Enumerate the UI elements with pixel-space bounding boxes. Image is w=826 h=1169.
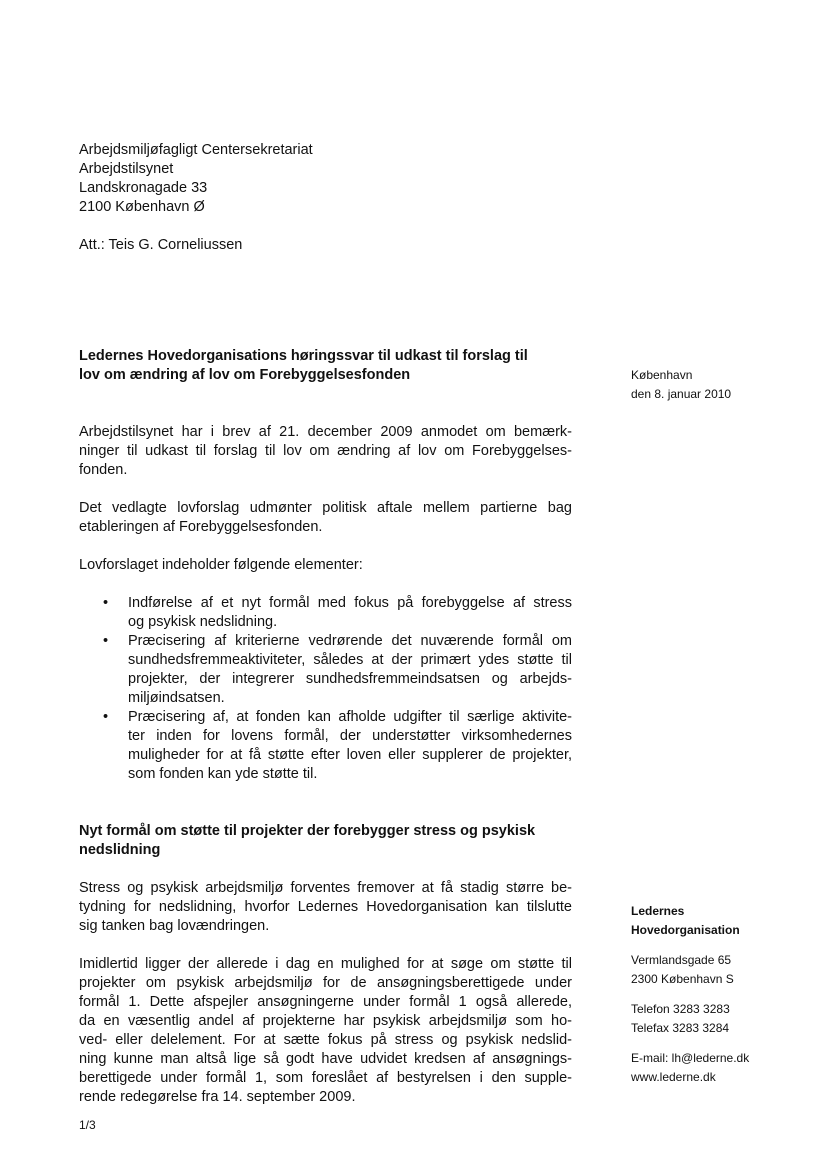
text-line: som fonden kan yde støtte til.: [128, 766, 318, 782]
text-line: ninger til udkast til forslag til lov om ændring af lov om Forebyggelses-: [79, 443, 572, 459]
recipient-line: Arbejdstilsynet: [79, 161, 174, 177]
bullet-list: [79, 594, 572, 784]
heading-line: nedslidning: [79, 842, 161, 858]
text-line: Imidlertid ligger der allerede i dag en mulighed for at søge om støtte til: [79, 956, 572, 972]
list-item: [79, 632, 572, 708]
text-line: sundhedsfremmeaktiviteter, således at der primært ydes støtte til: [128, 652, 572, 668]
text-line: rende redegørelse fra 14. september 2009.: [79, 1089, 356, 1105]
list-item: [79, 594, 572, 632]
text-line: Arbejdstilsynet har i brev af 21. december 2009 anmodet om bemærk-: [79, 424, 572, 440]
text-line: berettigede under formål 1, som foreslået af bestyrelsen i den supple-: [79, 1070, 572, 1086]
date: den 8. januar 2010: [631, 387, 732, 401]
bullet-point: •: [103, 633, 109, 649]
text-line: projekter om psykisk arbejdsmiljø for de ansøgningsberettigede under: [79, 975, 572, 991]
section-heading: [79, 347, 572, 385]
list-item: [79, 708, 572, 784]
text-line: ning kunne man altså lige så godt have udvidet kredsen af ansøgnings-: [79, 1051, 572, 1067]
paragraph: [79, 423, 572, 480]
heading-line: lov om ændring af lov om Forebyggelsesfonden: [79, 367, 411, 383]
paragraph: [79, 955, 572, 1107]
section-heading: [79, 822, 572, 860]
place: København: [631, 368, 693, 382]
heading-line: Nyt formål om støtte til projekter der forebygger stress og psykisk: [79, 823, 536, 839]
bullet-point: •: [103, 595, 109, 611]
email-address: E-mail: lh@lederne.dk: [631, 1051, 750, 1065]
text-line: da en væsentlig andel af projekterne har psykisk arbejdsmiljø som ho-: [79, 1013, 572, 1029]
recipient-line: Arbejdsmiljøfagligt Centersekretariat: [79, 142, 313, 158]
text-line: fonden.: [79, 462, 128, 478]
page-number: 1/3: [79, 1118, 96, 1132]
organisation-name-line: Hovedorganisation: [631, 923, 740, 937]
text-line: miljøindsatsen.: [128, 690, 225, 706]
text-line: muligheder for at få støtte efter loven eller supplerer de projekter,: [128, 747, 572, 763]
text-line: Det vedlagte lovforslag udmønter politisk aftale mellem partierne bag: [79, 500, 572, 516]
recipient-address: [79, 141, 499, 255]
text-line: Præcisering af kriterierne vedrørende det nuværende formål om: [128, 633, 572, 649]
text-line: Præcisering af, at fonden kan afholde udgifter til særlige aktivite-: [128, 709, 572, 725]
address-line: Vermlandsgade 65: [631, 953, 732, 967]
recipient-line: 2100 København Ø: [79, 199, 205, 215]
paragraph: [79, 499, 572, 537]
text-line: sig tanken bag lovændringen.: [79, 918, 270, 934]
text-line: ter inden for lovens formål, der understøtter virksomhedernes: [128, 728, 572, 744]
paragraph: [79, 879, 572, 936]
text-line: Indførelse af et nyt formål med fokus på forebyggelse af stress: [128, 595, 572, 611]
text-line: etableringen af Forebyggelsesfonden.: [79, 519, 323, 535]
text-line: ved- eller delelement. For at sætte fokus på stress og psykisk nedslid-: [79, 1032, 572, 1048]
address-line: 2300 København S: [631, 972, 734, 986]
letter-body: [79, 347, 572, 1107]
phone-number: Telefon 3283 3283: [631, 1002, 730, 1016]
text-line: tydning for nedslidning, hvorfor Ledernes Hovedorganisation kan tilslutte: [79, 899, 572, 915]
text-line: projekter, der integrerer sundhedsfremmeindsatsen og arbejds-: [128, 671, 572, 687]
text-line: og psykisk nedslidning.: [128, 614, 278, 630]
heading-line: Ledernes Hovedorganisations høringssvar til udkast til forslag til: [79, 348, 528, 364]
attention-line: Att.: Teis G. Corneliussen: [79, 237, 243, 253]
place-and-date: [631, 366, 811, 404]
recipient-line: Landskronagade 33: [79, 180, 208, 196]
website: www.lederne.dk: [631, 1070, 716, 1084]
text-line: Stress og psykisk arbejdsmiljø forventes fremover at få stadig større be-: [79, 880, 572, 896]
fax-number: Telefax 3283 3284: [631, 1021, 730, 1035]
text-line: Lovforslaget indeholder følgende elementer:: [79, 557, 363, 573]
text-line: formål 1. Dette afspejler ansøgningerne under formål 1 også allerede,: [79, 994, 572, 1010]
bullet-point: •: [103, 709, 109, 725]
organisation-contact-block: [631, 902, 816, 1087]
paragraph: [79, 556, 572, 575]
organisation-name-line: Ledernes: [631, 904, 685, 918]
